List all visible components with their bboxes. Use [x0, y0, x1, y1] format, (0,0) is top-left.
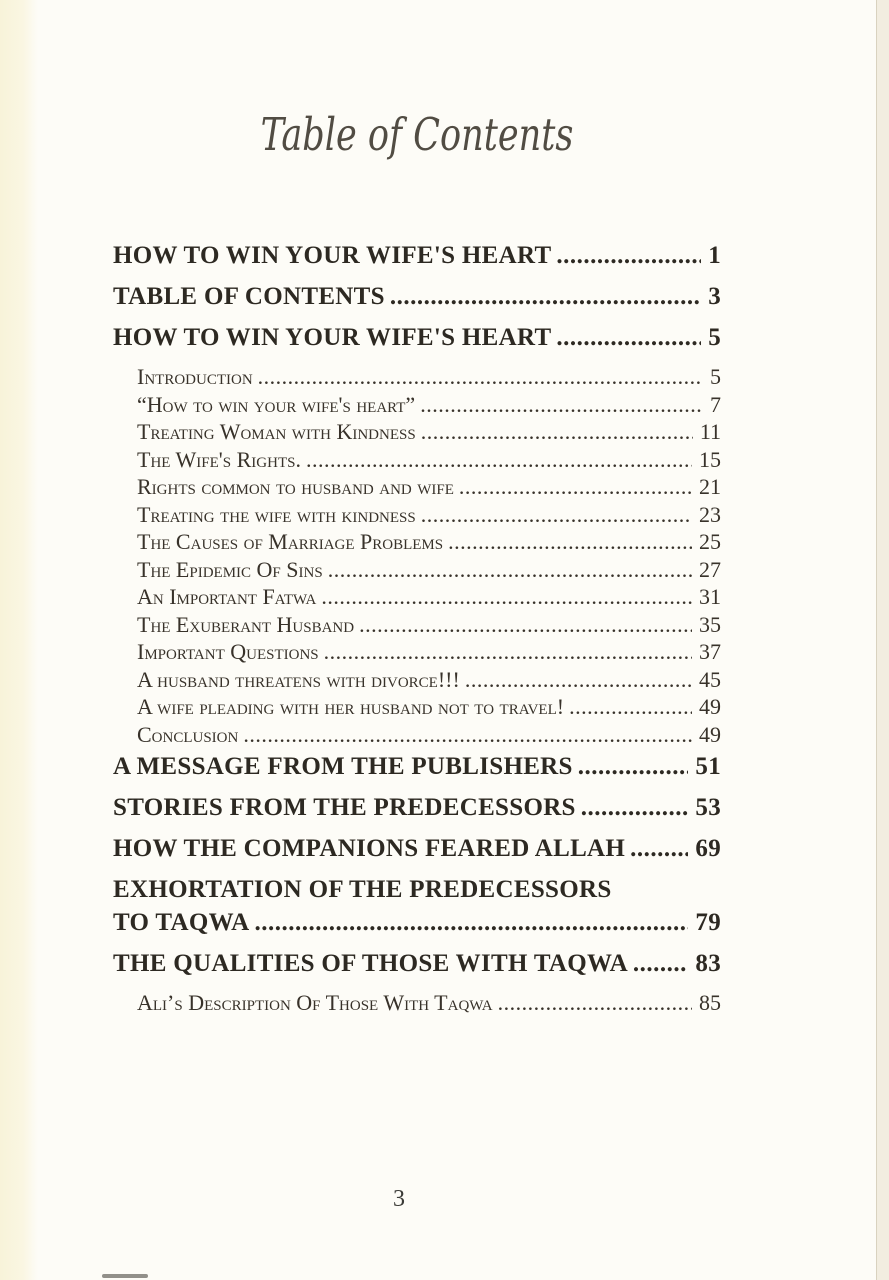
toc-entry [113, 611, 721, 639]
dot-leader [306, 446, 692, 474]
toc-entry-label: The Wife's Rights. [137, 446, 301, 472]
toc-entry-label: Treating the wife with kindness [137, 501, 416, 527]
toc-entry-page: 7 [710, 391, 721, 417]
toc-entry-line [113, 910, 721, 935]
dot-leader [254, 910, 688, 935]
toc-entry-label: The Causes of Marriage Problems [137, 529, 444, 554]
dot-leader [324, 638, 692, 666]
toc-entry-line [137, 611, 721, 639]
toc-entry-line [137, 666, 721, 694]
dot-leader [556, 325, 701, 350]
dot-leader [633, 951, 688, 976]
dot-leader [465, 666, 692, 694]
toc-entry [113, 556, 721, 584]
toc-entry-page: 3 [708, 283, 721, 310]
toc-entry-line [137, 418, 721, 446]
toc-list [113, 243, 721, 1017]
toc-entry-line [137, 363, 721, 391]
toc-entry [113, 583, 721, 611]
toc-entry-page: 5 [708, 324, 721, 351]
toc-entry-label: THE QUALITIES OF THOSE WITH TAQWA [113, 950, 628, 977]
dot-leader [569, 693, 692, 721]
toc-entry-page: 85 [699, 990, 721, 1015]
toc-entry-label: The Exuberant Husband [137, 611, 355, 637]
dot-leader [420, 391, 703, 419]
toc-entry [113, 836, 721, 861]
toc-entry-line [137, 693, 721, 721]
toc-entry [113, 363, 721, 391]
toc-entry-label: A wife pleading with her husband not to travel! [137, 694, 565, 719]
toc-entry [113, 501, 721, 529]
toc-entry-label: TABLE OF CONTENTS [113, 283, 385, 310]
toc-entry-page: 49 [699, 721, 721, 747]
page-title: Table of Contents [260, 108, 574, 161]
toc-entry-label: A husband threatens with divorce!!! [137, 666, 460, 692]
toc-entry-page: 25 [699, 529, 721, 554]
toc-entry-label: A MESSAGE FROM THE PUBLISHERS [113, 753, 573, 780]
toc-entry-line [137, 391, 721, 419]
toc-entry-line [137, 721, 721, 749]
toc-entry-line [113, 284, 721, 309]
toc-entry-label: The Epidemic Of Sins [137, 556, 323, 582]
dot-leader [359, 611, 692, 639]
page-edge-left [0, 0, 38, 1280]
scan-smudge [102, 1274, 148, 1278]
toc-entry-line [137, 638, 721, 666]
dot-leader [421, 501, 692, 529]
dot-leader [258, 363, 703, 391]
dot-leader [581, 795, 689, 820]
dot-leader [328, 556, 692, 584]
toc-entry-line [137, 473, 721, 501]
toc-entry-page: 35 [699, 611, 721, 637]
toc-entry-line [137, 446, 721, 474]
toc-entry [113, 391, 721, 419]
dot-leader [243, 721, 692, 749]
page-edge-right [876, 0, 889, 1280]
toc-entry-label: Ali’s Description Of Those With Taqwa [137, 990, 493, 1015]
toc-entry-line [137, 989, 721, 1017]
toc-entry-label: TO TAQWA [113, 909, 250, 936]
toc-entry-label: HOW THE COMPANIONS FEARED ALLAH [113, 835, 626, 862]
toc-entry [113, 795, 721, 820]
toc-entry-page: 79 [695, 909, 721, 936]
toc-entry-page: 37 [699, 639, 721, 664]
toc-entry [113, 877, 721, 935]
toc-entry-label: Rights common to husband and wife [137, 474, 454, 499]
toc-entry [113, 666, 721, 694]
toc-entry-page: 15 [699, 446, 721, 472]
toc-entry [113, 418, 721, 446]
toc-entry-label: Conclusion [137, 721, 239, 747]
toc-entry-page: 23 [699, 501, 721, 527]
toc-entry-label: HOW TO WIN YOUR WIFE'S HEART [113, 324, 552, 351]
dot-leader [498, 989, 692, 1017]
toc-entry-page: 53 [695, 794, 721, 821]
dot-leader [390, 284, 701, 309]
toc-entry-page: 1 [708, 242, 721, 269]
toc-entry-label: Treating Woman with Kindness [137, 419, 416, 444]
dot-leader [459, 473, 692, 501]
dot-leader [321, 583, 692, 611]
toc-entry-line [137, 528, 721, 556]
dot-leader [578, 754, 689, 779]
toc-entry-page: 49 [699, 694, 721, 719]
toc-entry [113, 473, 721, 501]
toc-entry [113, 638, 721, 666]
dot-leader [421, 418, 693, 446]
toc-entry-page: 31 [699, 584, 721, 609]
toc-entry-line [113, 325, 721, 350]
toc-entry-label: Important Questions [137, 639, 319, 664]
toc-entry-label-line1: EXHORTATION OF THE PREDECESSORS [113, 876, 612, 903]
toc-entry-label: “How to win your wife's heart” [137, 391, 416, 417]
toc-entry [113, 754, 721, 779]
toc-entry [113, 284, 721, 309]
toc-entry-line [113, 754, 721, 779]
toc-entry-page: 83 [695, 950, 721, 977]
toc-entry-page: 11 [699, 419, 721, 444]
toc-entry [113, 951, 721, 976]
toc-entry-line [113, 243, 721, 268]
toc-entry-label: An Important Fatwa [137, 584, 317, 609]
toc-entry-line [113, 951, 721, 976]
toc-entry [113, 446, 721, 474]
toc-entry-label: STORIES FROM THE PREDECESSORS [113, 794, 576, 821]
toc-entry-line [113, 795, 721, 820]
toc-entry-line [137, 583, 721, 611]
toc-entry [113, 325, 721, 350]
folio-page-number: 3 [393, 1186, 405, 1212]
toc-entry-line [113, 836, 721, 861]
toc-entry [113, 989, 721, 1017]
toc-entry-line [137, 556, 721, 584]
toc-entry-page: 45 [699, 666, 721, 692]
toc-entry [113, 721, 721, 749]
toc-entry-page: 69 [695, 835, 721, 862]
dot-leader [630, 836, 688, 861]
toc-entry-line [137, 501, 721, 529]
toc-entry [113, 693, 721, 721]
toc-entry-page: 21 [699, 474, 721, 499]
toc-entry [113, 528, 721, 556]
dot-leader [556, 243, 701, 268]
toc-entry-label: HOW TO WIN YOUR WIFE'S HEART [113, 242, 552, 269]
dot-leader [448, 528, 692, 556]
toc-entry [113, 243, 721, 268]
toc-entry-page: 51 [695, 753, 721, 780]
toc-entry-page: 5 [710, 364, 721, 389]
toc-entry-label: Introduction [137, 364, 253, 389]
toc-entry-page: 27 [699, 556, 721, 582]
